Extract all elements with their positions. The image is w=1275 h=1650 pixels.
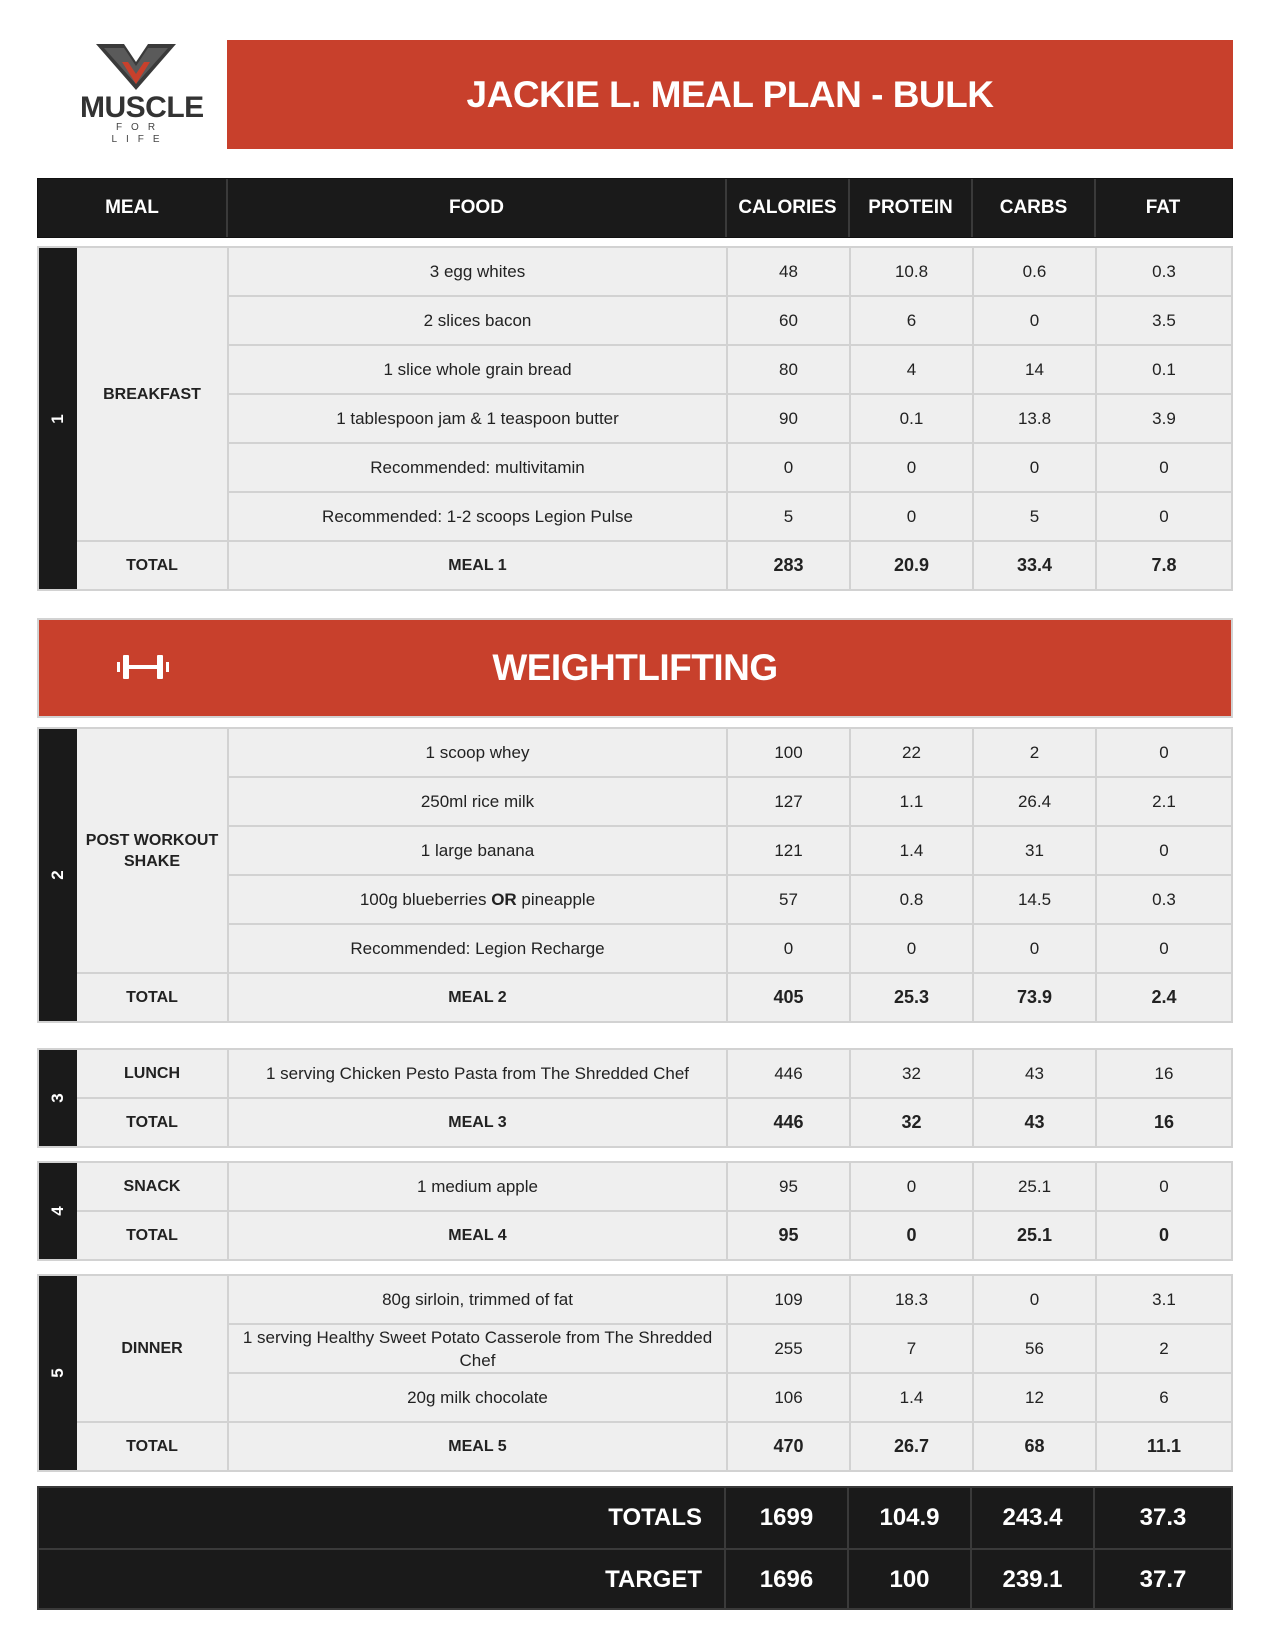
food-item: Recommended: Legion Recharge bbox=[350, 939, 605, 958]
value-protein: 1.1 bbox=[899, 792, 924, 811]
total-protein: 25.3 bbox=[893, 987, 930, 1007]
header-protein: PROTEIN bbox=[868, 197, 953, 218]
food-item: 1 serving Chicken Pesto Pasta from The Shredded Chef bbox=[265, 1064, 690, 1083]
value-carbs: 13.8 bbox=[1017, 409, 1052, 428]
value-fat: 3.9 bbox=[1152, 409, 1176, 428]
total-label: TOTAL bbox=[126, 1226, 178, 1244]
target-label: TARGET bbox=[605, 1566, 702, 1593]
total-fat: 7.8 bbox=[1151, 555, 1177, 575]
total-fat: 0 bbox=[1158, 1225, 1169, 1245]
totals-divider bbox=[970, 1488, 972, 1608]
value-calories: 80 bbox=[779, 360, 798, 379]
totals-carbs: 243.4 bbox=[1002, 1504, 1063, 1531]
page-title: JACKIE L. MEAL PLAN - BULK bbox=[466, 73, 994, 115]
value-fat: 0 bbox=[1159, 841, 1169, 860]
total-protein: 20.9 bbox=[893, 555, 930, 575]
food-item bbox=[229, 876, 726, 923]
value-calories: 60 bbox=[779, 311, 798, 330]
total-calories: 405 bbox=[773, 987, 804, 1007]
target-fat: 37.7 bbox=[1139, 1566, 1187, 1593]
total-carbs: 43 bbox=[1024, 1112, 1045, 1132]
total-carbs: 25.1 bbox=[1016, 1225, 1053, 1245]
food-emphasis: OR bbox=[491, 890, 517, 909]
header-food: FOOD bbox=[449, 197, 504, 218]
food-item: 1 serving Healthy Sweet Potato Casserole from The Shredded Chef bbox=[242, 1327, 713, 1370]
food-text: 100g blueberries bbox=[359, 890, 492, 909]
total-meal-name: MEAL 4 bbox=[448, 1227, 507, 1244]
total-carbs: 73.9 bbox=[1016, 987, 1053, 1007]
meal-name: POST WORKOUT SHAKE bbox=[85, 831, 219, 870]
grand-totals bbox=[37, 1486, 1233, 1610]
meal-block-5 bbox=[37, 1274, 1233, 1472]
value-carbs: 25.1 bbox=[1017, 1177, 1052, 1196]
total-meal-name: MEAL 2 bbox=[448, 989, 507, 1006]
value-fat: 2 bbox=[1159, 1339, 1169, 1358]
table-header bbox=[37, 178, 1233, 238]
value-calories: 106 bbox=[774, 1388, 803, 1407]
target-protein: 100 bbox=[889, 1566, 930, 1593]
header-meal: MEAL bbox=[105, 197, 159, 218]
value-carbs: 14 bbox=[1025, 360, 1044, 379]
value-protein: 32 bbox=[902, 1064, 921, 1083]
totals-divider bbox=[1093, 1488, 1095, 1608]
logo-subword: FOR LIFE bbox=[111, 122, 169, 145]
meal-block-1 bbox=[37, 246, 1233, 591]
meal-number: 2 bbox=[48, 870, 67, 880]
value-carbs: 2 bbox=[1029, 743, 1040, 762]
total-meal-name: MEAL 3 bbox=[448, 1114, 507, 1131]
total-meal-name: MEAL 1 bbox=[448, 557, 507, 574]
total-label: TOTAL bbox=[126, 1437, 178, 1455]
value-protein: 0.1 bbox=[899, 409, 924, 428]
value-protein: 22 bbox=[902, 743, 921, 762]
meal-number-strip bbox=[39, 729, 77, 1021]
value-protein: 1.4 bbox=[899, 1388, 924, 1407]
title-banner bbox=[227, 40, 1233, 149]
food-item: Recommended: 1-2 scoops Legion Pulse bbox=[322, 507, 633, 526]
meal-number: 4 bbox=[48, 1206, 67, 1216]
value-fat: 0 bbox=[1159, 1177, 1169, 1196]
value-fat: 0.3 bbox=[1152, 262, 1176, 281]
value-fat: 0.3 bbox=[1152, 890, 1176, 909]
value-protein: 4 bbox=[906, 360, 917, 379]
value-carbs: 12 bbox=[1025, 1388, 1044, 1407]
value-protein: 6 bbox=[906, 311, 917, 330]
value-calories: 446 bbox=[774, 1064, 803, 1083]
meal-number: 3 bbox=[48, 1093, 67, 1103]
total-label: TOTAL bbox=[126, 556, 178, 574]
total-carbs: 68 bbox=[1024, 1436, 1045, 1456]
value-carbs: 0 bbox=[1029, 311, 1040, 330]
totals-protein: 104.9 bbox=[879, 1504, 940, 1531]
target-row bbox=[39, 1550, 1231, 1610]
food-item: 1 slice whole grain bread bbox=[383, 360, 572, 379]
value-fat: 0 bbox=[1159, 939, 1169, 958]
totals-row bbox=[39, 1488, 1231, 1548]
total-carbs: 33.4 bbox=[1016, 555, 1053, 575]
totals-fat: 37.3 bbox=[1139, 1504, 1187, 1531]
value-calories: 0 bbox=[783, 939, 794, 958]
total-protein: 32 bbox=[901, 1112, 922, 1132]
value-carbs: 0.6 bbox=[1022, 262, 1047, 281]
value-fat: 0.1 bbox=[1152, 360, 1176, 379]
meal-name: SNACK bbox=[123, 1178, 181, 1195]
value-protein: 0 bbox=[906, 939, 917, 958]
food-item: 1 tablespoon jam & 1 teaspoon butter bbox=[336, 409, 619, 428]
totals-label: TOTALS bbox=[608, 1504, 702, 1531]
value-carbs: 0 bbox=[1029, 939, 1040, 958]
meal-number-strip bbox=[39, 1163, 77, 1259]
totals-calories: 1699 bbox=[759, 1504, 814, 1531]
value-protein: 1.4 bbox=[899, 841, 924, 860]
value-calories: 48 bbox=[779, 262, 798, 281]
value-protein: 0 bbox=[906, 507, 917, 526]
value-calories: 121 bbox=[774, 841, 803, 860]
meal-number: 5 bbox=[48, 1368, 67, 1378]
total-calories: 95 bbox=[778, 1225, 799, 1245]
header-calories: CALORIES bbox=[738, 197, 837, 218]
value-carbs: 26.4 bbox=[1017, 792, 1052, 811]
total-fat: 2.4 bbox=[1151, 987, 1177, 1007]
value-carbs: 43 bbox=[1025, 1064, 1044, 1083]
value-calories: 57 bbox=[779, 890, 798, 909]
value-carbs: 31 bbox=[1025, 841, 1044, 860]
value-fat: 0 bbox=[1159, 743, 1169, 762]
food-item: Recommended: multivitamin bbox=[370, 458, 585, 477]
total-protein: 26.7 bbox=[893, 1436, 930, 1456]
value-fat: 0 bbox=[1159, 458, 1169, 477]
value-carbs: 56 bbox=[1025, 1339, 1044, 1358]
value-calories: 5 bbox=[783, 507, 794, 526]
meal-number-strip bbox=[39, 1050, 77, 1146]
value-calories: 90 bbox=[779, 409, 798, 428]
target-calories: 1696 bbox=[759, 1566, 814, 1593]
value-fat: 16 bbox=[1154, 1064, 1174, 1083]
value-calories: 100 bbox=[774, 743, 803, 762]
food-text: pineapple bbox=[516, 890, 596, 909]
food-item: 20g milk chocolate bbox=[407, 1388, 548, 1407]
value-protein: 10.8 bbox=[894, 262, 929, 281]
value-carbs: 0 bbox=[1029, 458, 1040, 477]
meal-name: BREAKFAST bbox=[103, 385, 201, 403]
total-label: TOTAL bbox=[126, 1113, 178, 1131]
totals-divider bbox=[724, 1488, 726, 1608]
header-fat: FAT bbox=[1145, 197, 1181, 218]
food-item: 1 large banana bbox=[420, 841, 535, 860]
target-carbs: 239.1 bbox=[1002, 1566, 1063, 1593]
value-calories: 109 bbox=[774, 1290, 803, 1309]
total-calories: 470 bbox=[773, 1436, 804, 1456]
meal-number-strip bbox=[39, 1276, 77, 1470]
value-fat: 3.1 bbox=[1152, 1290, 1176, 1309]
value-protein: 0.8 bbox=[899, 890, 924, 909]
food-item: 3 egg whites bbox=[429, 262, 526, 281]
food-item: 80g sirloin, trimmed of fat bbox=[382, 1290, 573, 1309]
meal-number-strip bbox=[39, 248, 77, 589]
total-fat: 11.1 bbox=[1146, 1436, 1182, 1456]
meal-block-2 bbox=[37, 727, 1233, 1023]
meal-name: DINNER bbox=[121, 1340, 183, 1357]
value-calories: 95 bbox=[779, 1177, 798, 1196]
logo-word: MUSCLE bbox=[80, 91, 204, 124]
meal-name: LUNCH bbox=[124, 1065, 180, 1082]
value-calories: 255 bbox=[774, 1339, 803, 1358]
totals-divider bbox=[847, 1488, 849, 1608]
value-protein: 0 bbox=[906, 1177, 917, 1196]
dumbbell-icon bbox=[115, 652, 171, 682]
meal-block-4 bbox=[37, 1161, 1233, 1261]
value-protein: 18.3 bbox=[894, 1290, 929, 1309]
weightlifting-title: WEIGHTLIFTING bbox=[492, 647, 778, 688]
total-fat: 16 bbox=[1153, 1112, 1175, 1132]
header-carbs: CARBS bbox=[999, 197, 1068, 218]
food-item: 250ml rice milk bbox=[420, 792, 535, 811]
value-fat: 6 bbox=[1159, 1388, 1169, 1407]
value-protein: 0 bbox=[906, 458, 917, 477]
total-calories: 283 bbox=[773, 555, 804, 575]
muscle-for-life-logo bbox=[80, 40, 204, 152]
meal-block-3 bbox=[37, 1048, 1233, 1148]
value-fat: 3.5 bbox=[1152, 311, 1176, 330]
value-calories: 127 bbox=[774, 792, 803, 811]
logo-emblem-icon bbox=[94, 40, 178, 92]
food-item: 2 slices bacon bbox=[423, 311, 532, 330]
value-carbs: 5 bbox=[1029, 507, 1040, 526]
value-fat: 2.1 bbox=[1152, 792, 1176, 811]
value-fat: 0 bbox=[1159, 507, 1169, 526]
meal-number: 1 bbox=[48, 413, 67, 424]
food-item: 1 medium apple bbox=[417, 1177, 538, 1196]
value-carbs: 0 bbox=[1029, 1290, 1040, 1309]
total-protein: 0 bbox=[906, 1225, 917, 1245]
total-meal-name: MEAL 5 bbox=[448, 1438, 507, 1455]
food-item: 1 scoop whey bbox=[425, 743, 530, 762]
weightlifting-banner bbox=[37, 618, 1233, 718]
total-label: TOTAL bbox=[126, 988, 178, 1006]
value-carbs: 14.5 bbox=[1017, 890, 1052, 909]
value-calories: 0 bbox=[783, 458, 794, 477]
value-protein: 7 bbox=[906, 1339, 917, 1358]
total-calories: 446 bbox=[773, 1112, 804, 1132]
